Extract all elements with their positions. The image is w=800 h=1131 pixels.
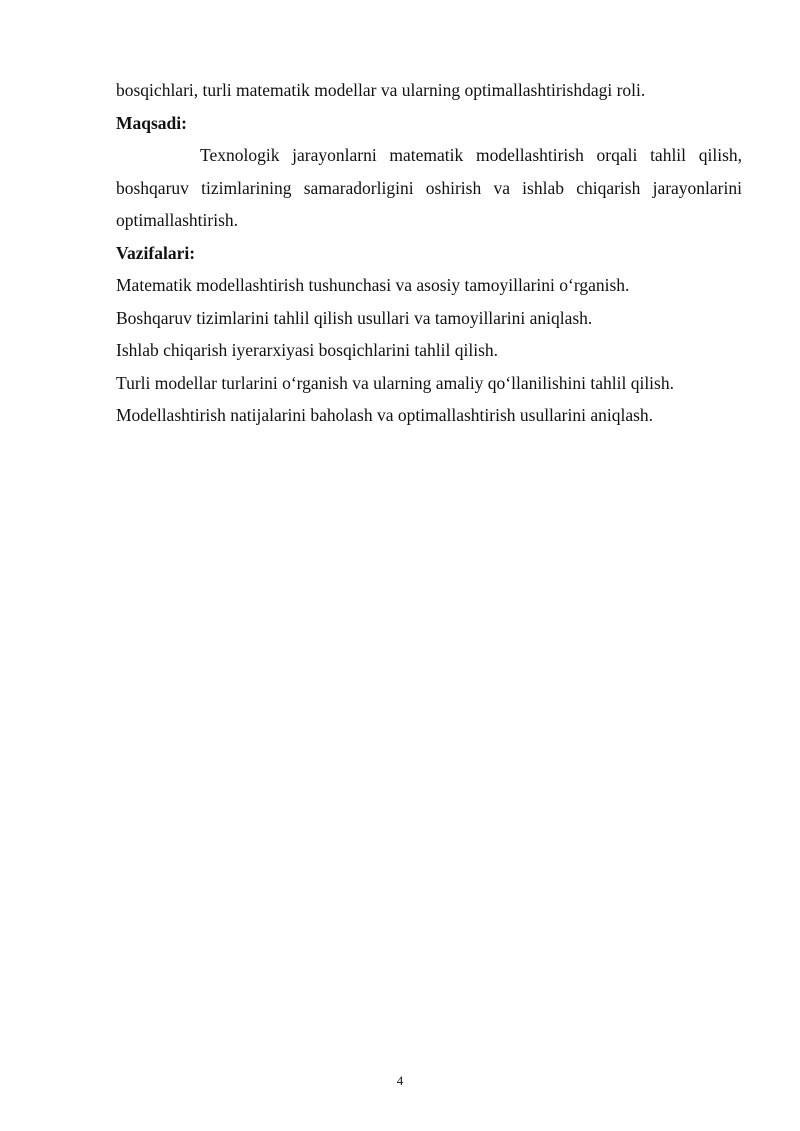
task-item: Ishlab chiqarish iyerarxiyasi bosqichlarini tahlil qilish. (116, 340, 499, 360)
tasks-heading: Vazifalari: (116, 242, 196, 263)
page-content (116, 74, 742, 432)
page-number: 4 (396, 1073, 404, 1088)
task-item: Boshqaruv tizimlarini tahlil qilish usullari va tamoyillarini aniqlash. (116, 307, 593, 328)
task-item: Modellashtirish natijalarini baholash va optimallashtirish usullarini aniqlash. (116, 405, 654, 425)
goal-paragraph: Texnologik jarayonlarni matematik modellashtirish orqali tahlil qilish, boshqaruv tizimlarining samaradorligini oshirish va ishlab chiqarish jarayonlarini optimallashtirish. (116, 145, 742, 230)
task-item: Matematik modellashtirish tushunchasi va asosiy tamoyillarini oʻrganish. (116, 275, 630, 295)
tasks-list (116, 269, 742, 432)
task-item: Turli modellar turlarini oʻrganish va ularning amaliy qoʻllanilishini tahlil qilish. (116, 372, 674, 393)
goal-heading: Maqsadi: (116, 112, 187, 133)
intro-continuation: bosqichlari, turli matematik modellar va ularning optimallashtirishdagi roli. (116, 80, 646, 100)
